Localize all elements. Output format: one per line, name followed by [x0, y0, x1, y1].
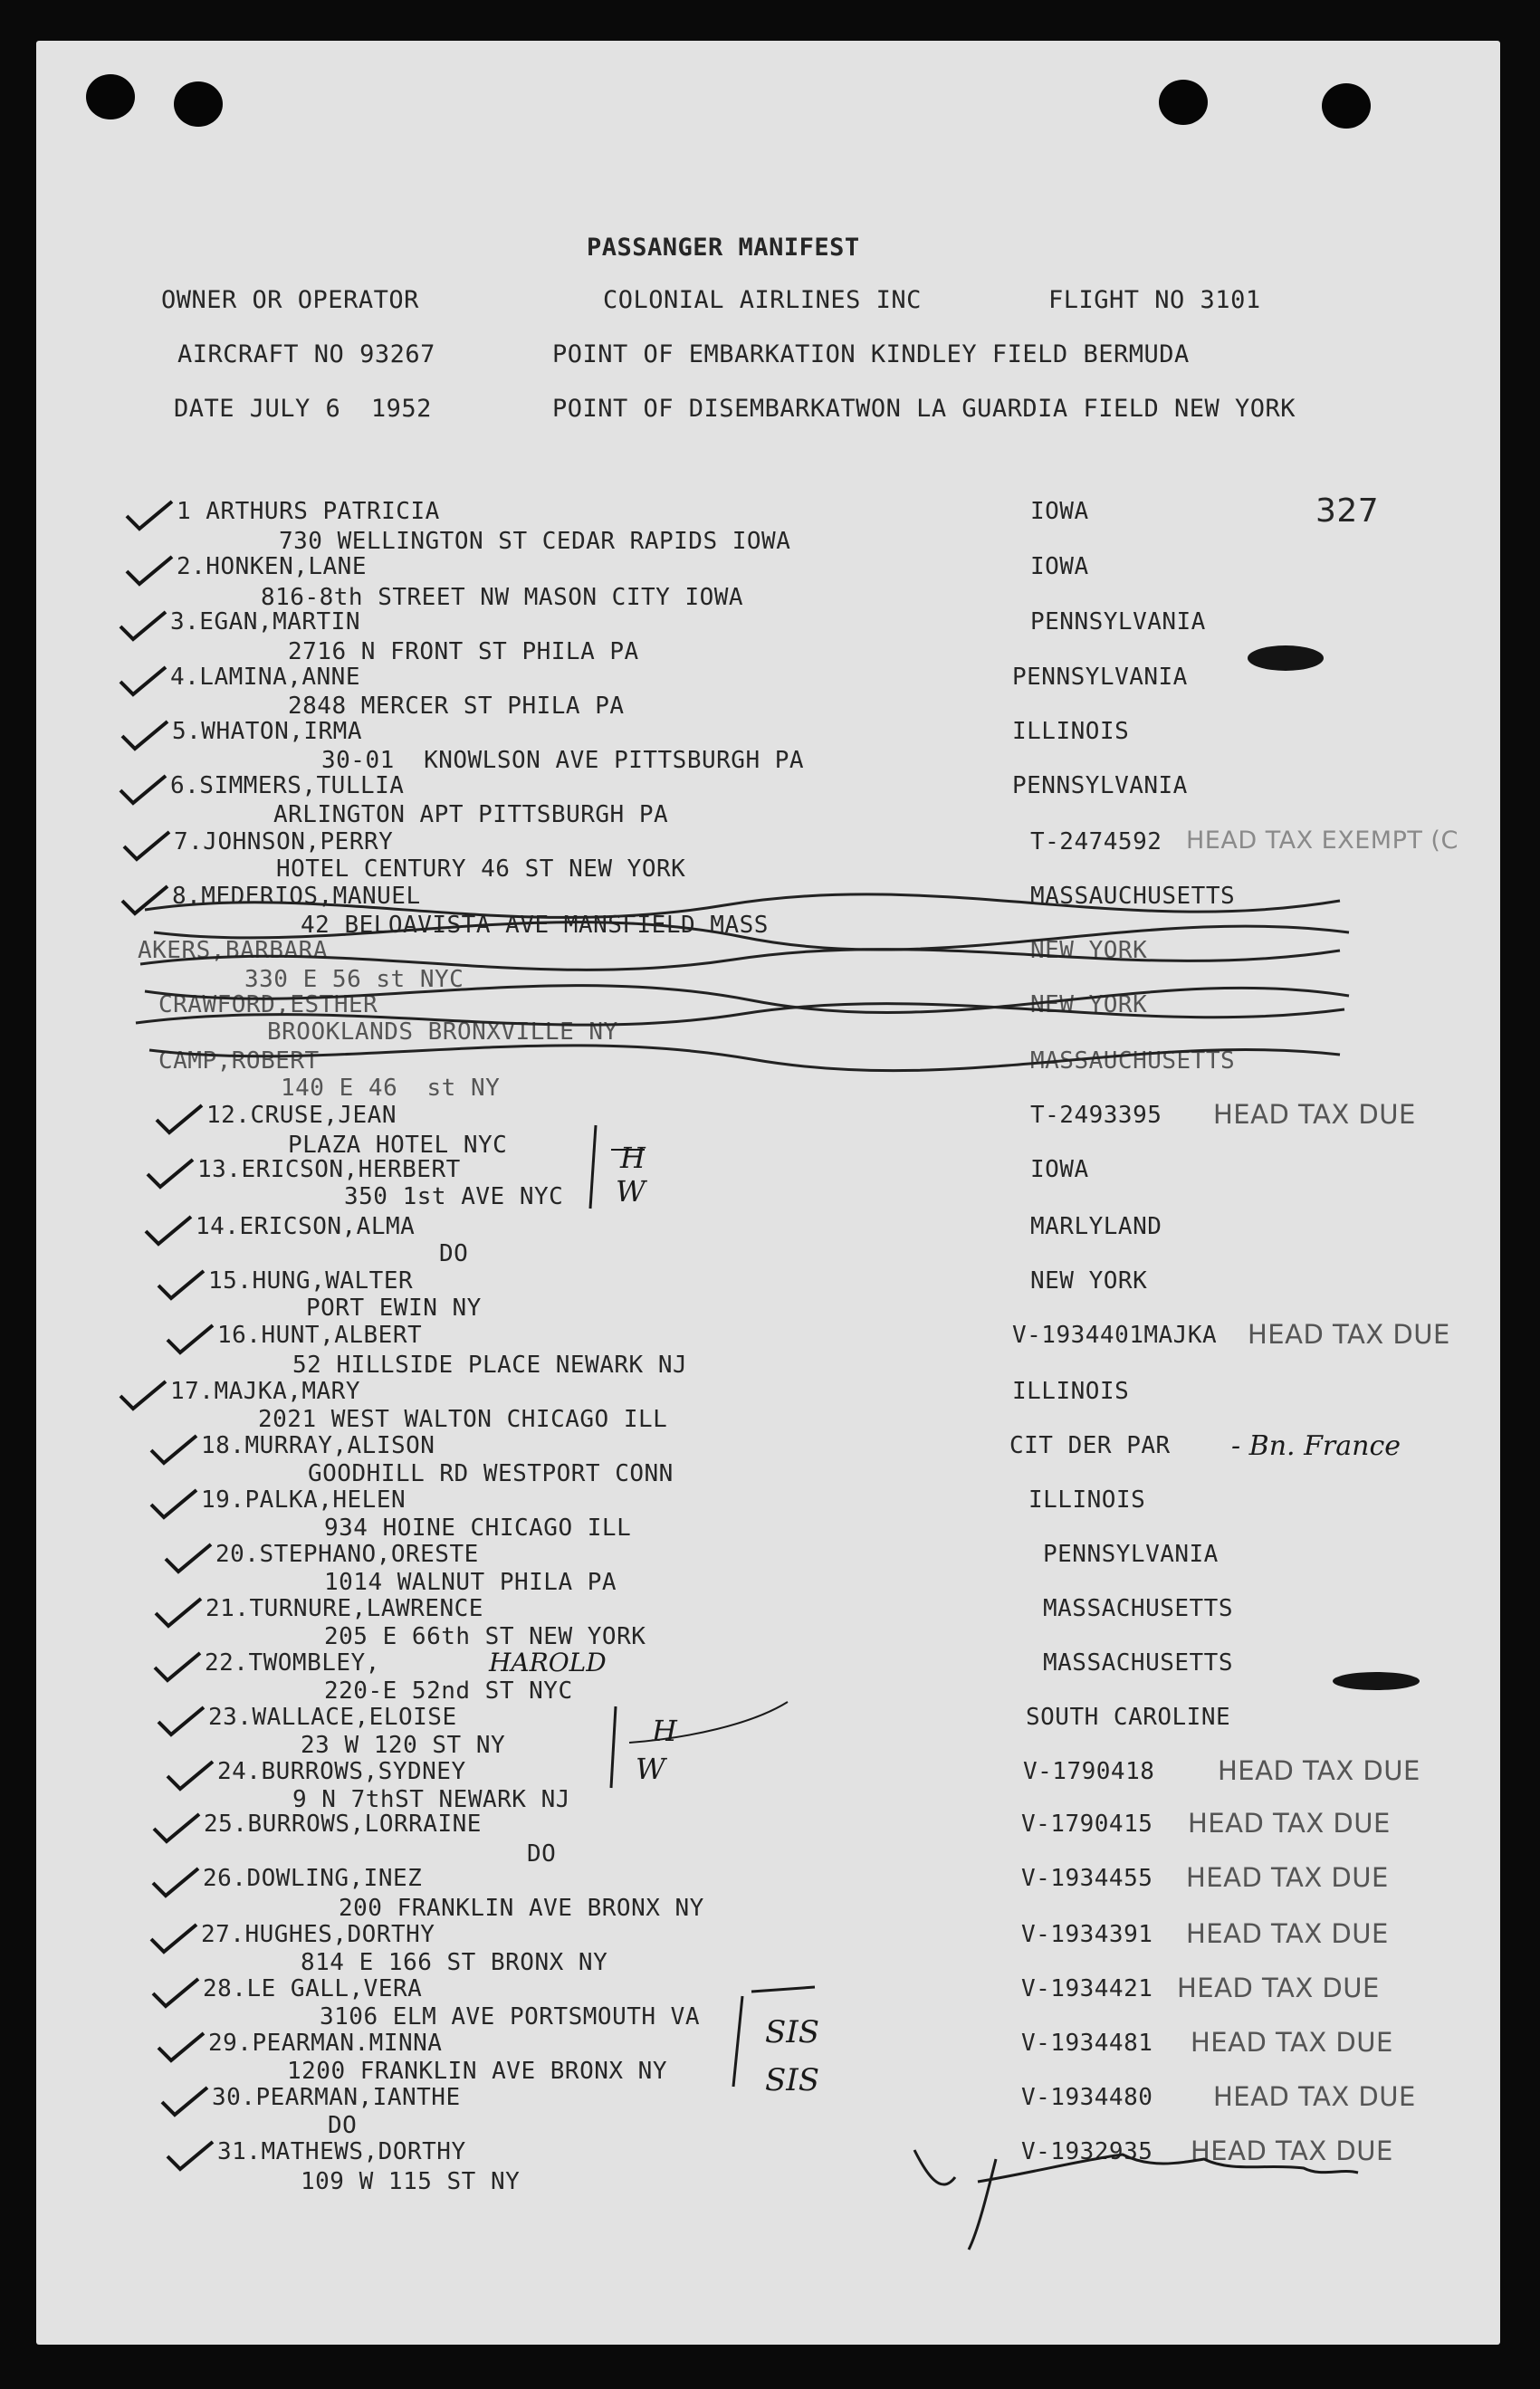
- passenger-name: 2.HONKEN,LANE: [177, 553, 367, 580]
- passenger-state: V-1934481: [1021, 2030, 1153, 2057]
- passenger-name: 28.LE GALL,VERA: [203, 1975, 423, 2002]
- passenger-state: MASSACHUSETTS: [1043, 1649, 1233, 1677]
- ink-marks: [36, 41, 1500, 2345]
- checkmark: [120, 1381, 166, 1409]
- passenger-state: NEW YORK: [1030, 1267, 1148, 1295]
- aircraft-number: AIRCRAFT NO 93267: [177, 340, 435, 368]
- passenger-state: T-2493395: [1030, 1102, 1162, 1129]
- passenger-note: HEAD TAX DUE: [1218, 1755, 1420, 1786]
- bracket-mark: [611, 1706, 616, 1788]
- checkmark: [154, 1814, 199, 1841]
- passenger-address: 23 W 120 ST NY: [301, 1732, 506, 1759]
- passenger-name: 7.JOHNSON,PERRY: [174, 828, 394, 855]
- checkmark: [127, 502, 172, 529]
- passenger-state: PENNSYLVANIA: [1012, 664, 1188, 691]
- passenger-name: 14.ERICSON,ALMA: [196, 1213, 416, 1240]
- passenger-state: MASSACHUSETTS: [1043, 1595, 1233, 1622]
- checkmark: [122, 721, 167, 749]
- passenger-name: 1 ARTHURS PATRICIA: [177, 498, 440, 525]
- passenger-state: V-1932935: [1021, 2138, 1153, 2165]
- passenger-state: ILLINOIS: [1012, 1378, 1130, 1405]
- passenger-name: 5.WHATON,IRMA: [172, 718, 362, 745]
- passenger-address: 2848 MERCER ST PHILA PA: [288, 693, 625, 720]
- hw-h-annotation: H: [652, 1714, 677, 1748]
- owner-label: OWNER OR OPERATOR: [161, 286, 419, 314]
- passenger-name: 18.MURRAY,ALISON: [201, 1432, 435, 1459]
- bracket-mark: [733, 1996, 742, 2087]
- passenger-name: 8.MEDERIOS,MANUEL: [172, 883, 421, 910]
- checkmark: [167, 1325, 213, 1352]
- owner-value: COLONIAL AIRLINES INC: [603, 286, 922, 314]
- passenger-address: PLAZA HOTEL NYC: [288, 1132, 508, 1159]
- passenger-name: 22.TWOMBLEY,: [205, 1649, 380, 1677]
- passenger-address: BROOKLANDS BRONXVILLE NY: [267, 1018, 618, 1046]
- checkmark: [156, 1599, 201, 1626]
- passenger-name: 25.BURROWS,LORRAINE: [204, 1811, 482, 1838]
- passenger-address: ARLINGTON APT PITTSBURGH PA: [273, 801, 669, 828]
- sis-annotation: SIS: [765, 2014, 820, 2050]
- checkmark: [166, 1544, 211, 1572]
- passenger-address: 205 E 66th ST NEW YORK: [324, 1623, 646, 1650]
- manifest-page: [36, 41, 1500, 2345]
- passenger-address: 816-8th STREET NW MASON CITY IOWA: [261, 584, 744, 611]
- passenger-address: 1200 FRANKLIN AVE BRONX NY: [287, 2058, 667, 2085]
- passenger-note: HEAD TAX DUE: [1188, 1808, 1391, 1839]
- flight-number: FLIGHT NO 3101: [1048, 286, 1261, 314]
- passenger-name: CRAWFORD,ESTHER: [158, 991, 378, 1018]
- passenger-state: MASSAUCHUSETTS: [1030, 883, 1236, 910]
- passenger-address: 9 N 7thST NEWARK NJ: [292, 1786, 570, 1813]
- passenger-address: 30-01 KNOWLSON AVE PITTSBURGH PA: [321, 747, 805, 774]
- passenger-name: 3.EGAN,MARTIN: [170, 608, 360, 635]
- passenger-name: 6.SIMMERS,TULLIA: [170, 772, 405, 799]
- passenger-state: IOWA: [1030, 1156, 1089, 1183]
- passenger-name: 15.HUNG,WALTER: [208, 1267, 414, 1295]
- passenger-name: 17.MAJKA,MARY: [170, 1378, 360, 1405]
- passenger-state: V-1934421: [1021, 1975, 1153, 2002]
- passenger-address: PORT EWIN NY: [306, 1295, 482, 1322]
- passenger-address: 2716 N FRONT ST PHILA PA: [288, 638, 639, 665]
- passenger-state: V-1934391: [1021, 1921, 1153, 1948]
- passenger-note: - Bn. France: [1231, 1430, 1401, 1462]
- checkmark: [127, 557, 172, 584]
- checkmark: [120, 667, 166, 694]
- checkmark: [158, 1271, 204, 1298]
- strikeout-scribble: [136, 894, 1349, 1071]
- bracket-mark: [629, 1702, 788, 1743]
- passenger-note: HAROLD: [489, 1648, 607, 1677]
- passenger-address: 140 E 46 st NY: [281, 1075, 501, 1102]
- checkmark: [158, 1707, 204, 1734]
- checkmark: [153, 1868, 198, 1896]
- passenger-note: HEAD TAX DUE: [1186, 1862, 1389, 1893]
- passenger-name: 30.PEARMAN,IANTHE: [212, 2084, 461, 2111]
- passenger-note: HEAD TAX DUE: [1191, 2136, 1393, 2166]
- passenger-address: 814 E 166 ST BRONX NY: [301, 1949, 608, 1976]
- passenger-note: HEAD TAX DUE: [1191, 2027, 1393, 2058]
- passenger-note: HEAD TAX DUE: [1248, 1319, 1450, 1350]
- passenger-name: 4.LAMINA,ANNE: [170, 664, 360, 691]
- checkmark: [151, 1436, 196, 1463]
- passenger-address: GOODHILL RD WESTPORT CONN: [308, 1460, 674, 1487]
- passenger-address: 1014 WALNUT PHILA PA: [324, 1569, 617, 1596]
- checkmark: [158, 2033, 204, 2060]
- passenger-address: DO: [328, 2112, 358, 2139]
- embarkation-point: POINT OF EMBARKATION KINDLEY FIELD BERMUDA: [552, 340, 1190, 368]
- passenger-name: AKERS,BARBARA: [138, 937, 328, 964]
- page-number: 327: [1315, 492, 1380, 530]
- ink-blot: [1248, 645, 1324, 671]
- passenger-name: 12.CRUSE,JEAN: [206, 1102, 397, 1129]
- passenger-name: 21.TURNURE,LAWRENCE: [206, 1595, 483, 1622]
- passenger-name: 20.STEPHANO,ORESTE: [215, 1541, 479, 1568]
- passenger-address: DO: [439, 1240, 469, 1267]
- checkmark: [146, 1217, 191, 1244]
- passenger-name: 29.PEARMAN.MINNA: [208, 2030, 443, 2057]
- passenger-name: 26.DOWLING,INEZ: [203, 1865, 423, 1892]
- sis-annotation: SIS: [765, 2062, 820, 2098]
- passenger-address: 730 WELLINGTON ST CEDAR RAPIDS IOWA: [279, 528, 791, 555]
- passenger-name: 16.HUNT,ALBERT: [217, 1322, 423, 1349]
- passenger-address: 2021 WEST WALTON CHICAGO ILL: [258, 1406, 668, 1433]
- checkmark: [120, 776, 166, 803]
- passenger-name: 31.MATHEWS,DORTHY: [217, 2138, 466, 2165]
- passenger-state: MARLYLAND: [1030, 1213, 1162, 1240]
- checkmark: [162, 2088, 207, 2115]
- checkmark: [148, 1160, 193, 1187]
- passenger-name: 13.ERICSON,HERBERT: [197, 1156, 461, 1183]
- passenger-state: PENNSYLVANIA: [1043, 1541, 1219, 1568]
- passenger-state: V-1790418: [1023, 1758, 1155, 1785]
- passenger-note: HEAD TAX DUE: [1213, 2081, 1416, 2112]
- checkmark: [157, 1105, 202, 1132]
- passenger-state: IOWA: [1030, 498, 1089, 525]
- hw-w-annotation: W: [616, 1174, 646, 1209]
- passenger-address: 934 HOINE CHICAGO ILL: [324, 1515, 632, 1542]
- passenger-state: ILLINOIS: [1012, 718, 1130, 745]
- passenger-address: HOTEL CENTURY 46 ST NEW YORK: [276, 855, 686, 883]
- passenger-state: V-1934480: [1021, 2084, 1153, 2111]
- bracket-mark: [590, 1125, 596, 1209]
- checkmark: [153, 1979, 198, 2006]
- passenger-state: V-1934455: [1021, 1865, 1153, 1892]
- passenger-state: IOWA: [1030, 553, 1089, 580]
- passenger-note: HEAD TAX DUE: [1213, 1099, 1416, 1130]
- checkmark: [124, 832, 169, 859]
- passenger-state: V-1790415: [1021, 1811, 1153, 1838]
- passenger-address: 3106 ELM AVE PORTSMOUTH VA: [320, 2003, 700, 2031]
- checkmark: [167, 1762, 213, 1789]
- hw-w-annotation: W: [636, 1752, 665, 1786]
- checkmark: [155, 1653, 200, 1680]
- passenger-note: HEAD TAX DUE: [1186, 1918, 1389, 1949]
- passenger-state: T-2474592: [1030, 828, 1162, 855]
- flight-date: DATE JULY 6 1952: [174, 395, 432, 423]
- passenger-address: 330 E 56 st NYC: [244, 966, 464, 993]
- passenger-name: CAMP,ROBERT: [158, 1047, 320, 1075]
- passenger-state: MASSAUCHUSETTS: [1030, 1047, 1236, 1075]
- manifest-title: PASSANGER MANIFEST: [587, 234, 860, 262]
- passenger-address: DO: [527, 1840, 557, 1868]
- passenger-state: NEW YORK: [1030, 991, 1148, 1018]
- passenger-state: ILLINOIS: [1028, 1486, 1146, 1514]
- passenger-address: 109 W 115 ST NY: [301, 2168, 521, 2195]
- bracket-mark: [751, 1987, 815, 1992]
- checkmark: [151, 1490, 196, 1517]
- checkmark: [120, 612, 166, 639]
- ink-blot: [1333, 1672, 1420, 1690]
- hw-h-annotation: H: [620, 1141, 646, 1175]
- passenger-name: 27.HUGHES,DORTHY: [201, 1921, 435, 1948]
- passenger-note: HEAD TAX EXEMPT (C: [1186, 827, 1459, 855]
- passenger-name: 23.WALLACE,ELOISE: [208, 1704, 457, 1731]
- passenger-note: HEAD TAX DUE: [1177, 1973, 1380, 2003]
- signature: [914, 2150, 1358, 2250]
- passenger-address: 220-E 52nd ST NYC: [324, 1677, 573, 1705]
- passenger-state: V-1934401MAJKA: [1012, 1322, 1218, 1349]
- passenger-address: 200 FRANKLIN AVE BRONX NY: [339, 1895, 704, 1922]
- passenger-name: 24.BURROWS,SYDNEY: [217, 1758, 466, 1785]
- passenger-state: CIT DER PAR: [1009, 1432, 1171, 1459]
- checkmark: [151, 1925, 196, 1952]
- passenger-address: 52 HILLSIDE PLACE NEWARK NJ: [292, 1352, 688, 1379]
- passenger-state: NEW YORK: [1030, 937, 1148, 964]
- passenger-state: SOUTH CAROLINE: [1026, 1704, 1231, 1731]
- disembarkation-point: POINT OF DISEMBARKATWON LA GUARDIA FIELD NEW YORK: [552, 395, 1296, 423]
- passenger-address: 42 BELOAVISTA AVE MANSFIELD MASS: [301, 912, 769, 939]
- passenger-state: PENNSYLVANIA: [1012, 772, 1188, 799]
- passenger-name: 19.PALKA,HELEN: [201, 1486, 407, 1514]
- passenger-address: 350 1st AVE NYC: [344, 1183, 564, 1210]
- checkmark: [167, 2142, 213, 2169]
- passenger-state: PENNSYLVANIA: [1030, 608, 1206, 635]
